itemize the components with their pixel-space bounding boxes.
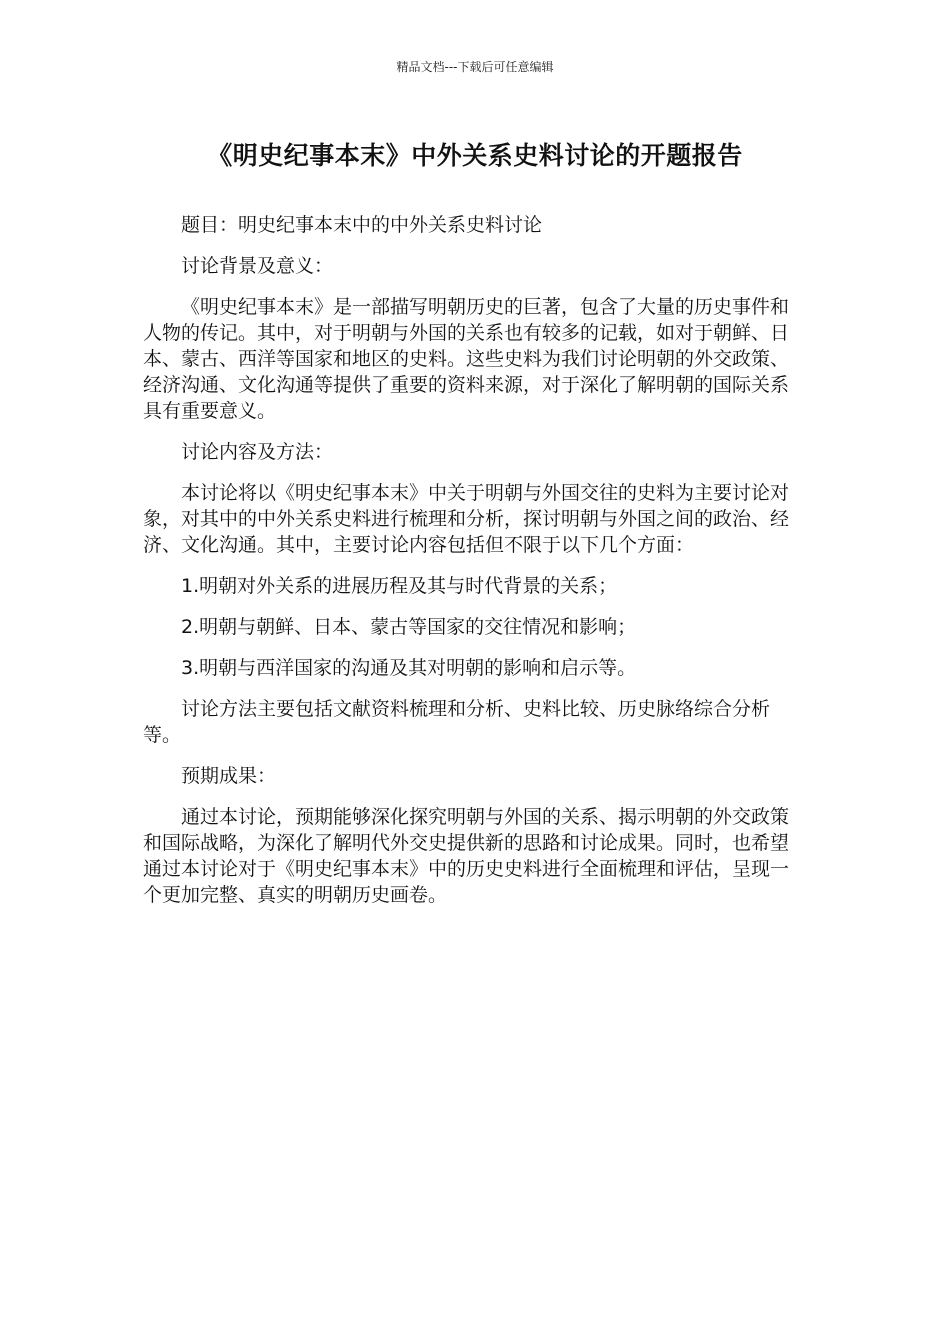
paragraph-method: 讨论方法主要包括文献资料梳理和分析、史料比较、历史脉络综合分析等。: [143, 698, 771, 746]
paragraph-background: 《明史纪事本末》是一部描写明朝历史的巨著，包含了大量的历史事件和人物的传记。其中，对于明朝与外国的关系也有较多的记载，如对于朝鲜、日本、蒙古、西洋等国家和地区的史料。这些史料为我们讨论明朝的外交政策、经济沟通、文化沟通等提供了重要的资料来源，对于深化了解明朝的国际关系具有重要意义。: [143, 296, 790, 422]
document-body: [143, 212, 793, 923]
paragraph-expected-results: 通过本讨论，预期能够深化探究明朝与外国的关系、揭示明朝的外交政策和国际战略，为深化了解明代外交史提供新的思路和讨论成果。同时，也希望通过本讨论对于《明史纪事本末》中的历史史料进行全面梳理和评估，呈现一个更加完整、真实的明朝历史画卷。: [143, 806, 790, 906]
list-item-3: 3.明朝与西洋国家的沟通及其对明朝的影响和启示等。: [181, 657, 637, 679]
document-title: 《明史纪事本末》中外关系史料讨论的开题报告: [207, 141, 743, 170]
paragraph-content: 本讨论将以《明史纪事本末》中关于明朝与外国交往的史料为主要讨论对象，对其中的中外关系史料进行梳理和分析，探讨明朝与外国之间的政治、经济、文化沟通。其中，主要讨论内容包括但不限于以下几个方面：: [143, 482, 790, 556]
paragraph-topic: 题目：明史纪事本末中的中外关系史料讨论: [181, 214, 543, 236]
heading-background: 讨论背景及意义：: [181, 255, 334, 277]
heading-expected-results: 预期成果：: [181, 765, 277, 787]
list-item-2: 2.明朝与朝鲜、日本、蒙古等国家的交往情况和影响；: [181, 616, 637, 638]
heading-content-method: 讨论内容及方法：: [181, 441, 334, 463]
list-item-1: 1.明朝对外关系的进展历程及其与时代背景的关系；: [181, 575, 618, 597]
header-note: 精品文档---下载后可任意编辑: [396, 60, 554, 74]
